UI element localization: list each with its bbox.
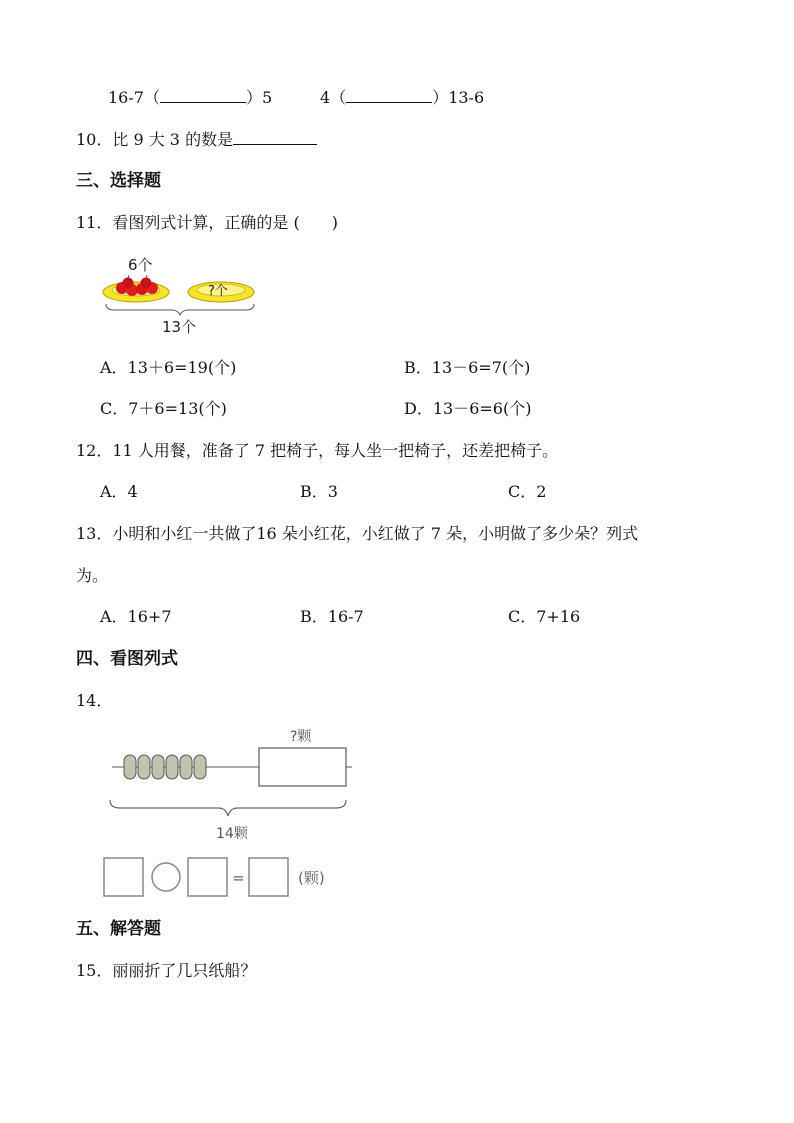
q10-blank[interactable]	[233, 130, 317, 145]
q9-blank-1[interactable]	[160, 88, 246, 103]
brace-icon	[106, 304, 254, 315]
q14-number: 14．	[76, 691, 113, 710]
section-heading-choice: 三、选择题	[76, 171, 161, 191]
q13-option-c[interactable]: C．7+16	[508, 607, 581, 626]
answer-box-3	[249, 858, 288, 896]
q12-option-a[interactable]: A．4	[100, 482, 138, 501]
q11-stem: 11．看图列式计算，正确的是 ( )	[76, 213, 338, 232]
equals-sign: =	[232, 869, 245, 887]
q15-question: 15．丽丽折了几只纸船？	[76, 961, 257, 980]
q13-option-a[interactable]: A．16+7	[100, 607, 172, 626]
section-heading-answer: 五、解答题	[76, 919, 161, 939]
q11-option-d[interactable]: D．13－6=6(个)	[404, 399, 532, 418]
q10-text: 10．比 9 大 3 的数是	[76, 130, 234, 149]
q9-right-expression: 4（	[320, 88, 347, 107]
q11-option-a[interactable]: A．13＋6=19(个)	[100, 358, 237, 377]
q12-option-c[interactable]: C．2	[508, 482, 547, 501]
q10-question	[76, 130, 317, 150]
q13-stem-line1: 13．小明和小红一共做了16 朵小红花，小红做了 7 朵，小明做了多少朵？列式	[76, 524, 639, 543]
q14-figure	[100, 722, 360, 902]
answer-box-2	[188, 858, 227, 896]
section-heading-picture: 四、看图列式	[76, 649, 178, 669]
q11-figure	[100, 252, 270, 336]
q9-comparison-line-2	[320, 88, 484, 108]
q14-box-label: ?颗	[290, 729, 312, 745]
q9-blank-2[interactable]	[346, 88, 432, 103]
q12-option-b[interactable]: B．3	[300, 482, 338, 501]
answer-box-1	[104, 858, 143, 896]
q9-comparison-line	[108, 88, 272, 108]
q13-option-b[interactable]: B．16-7	[300, 607, 364, 626]
q9-left-compare: ）5	[245, 88, 273, 107]
q11-total-label: 13个	[162, 318, 197, 336]
q11-plate1-label: 6个	[128, 256, 153, 274]
q11-option-c[interactable]: C．7＋6=13(个)	[100, 399, 227, 418]
brace-icon	[110, 800, 346, 816]
q14-total-label: 14颗	[216, 826, 248, 842]
q11-option-b[interactable]: B．13－6=7(个)	[404, 358, 531, 377]
q11-plate2-label: ?个	[208, 284, 228, 299]
q9-right-compare: ）13-6	[432, 88, 485, 107]
unknown-box	[259, 748, 346, 786]
q9-left-expression: 16-7（	[108, 88, 160, 107]
operator-circle	[152, 863, 180, 891]
q13-stem-line2: 为。	[76, 566, 109, 585]
q14-unit-label: (颗)	[298, 869, 325, 887]
q12-stem: 12．11 人用餐，准备了 7 把椅子，每人坐一把椅子，还差把椅子。	[76, 441, 559, 460]
